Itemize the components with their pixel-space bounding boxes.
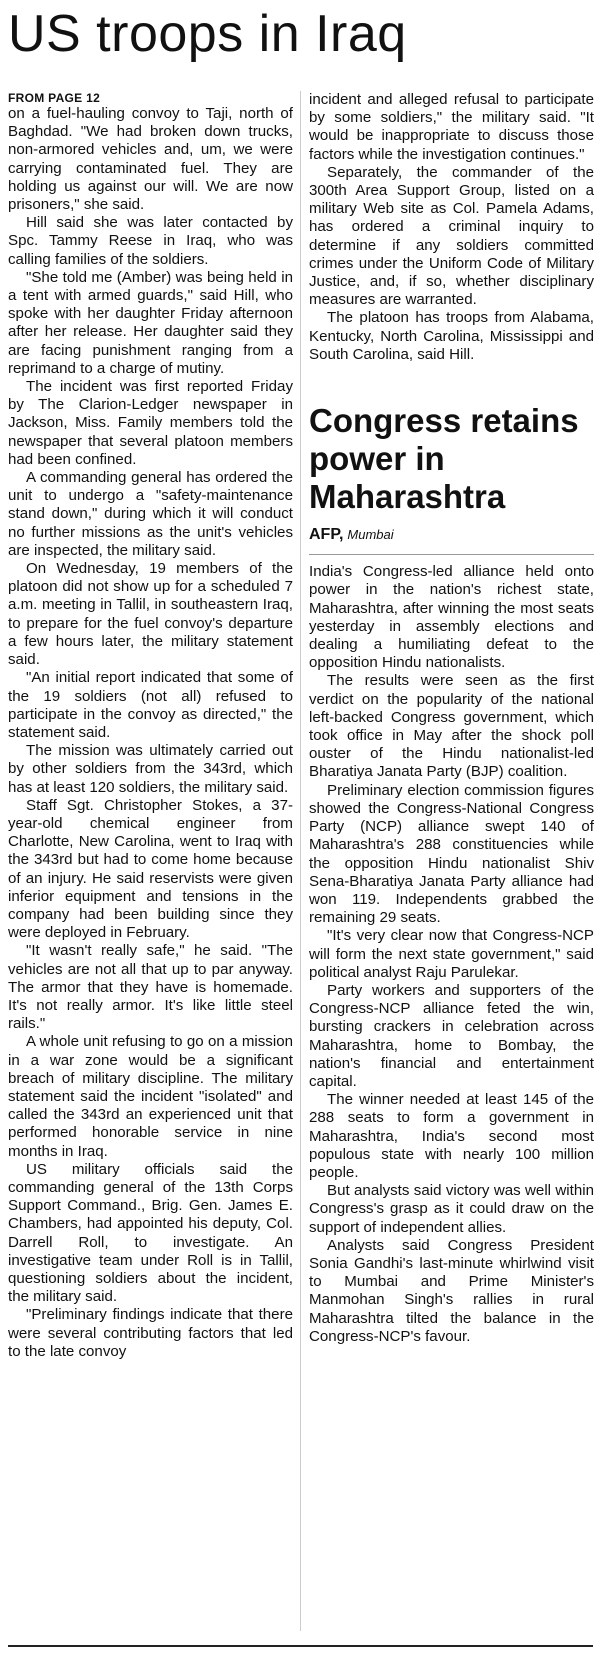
article-paragraph: The mission was ultimately carried out by other soldiers from the 343rd, which has at least 120 soldiers, the military said. [8,742,293,796]
column-divider [300,91,301,1631]
second-story-headline: Congress retains power in Maharashtra [309,402,579,516]
article-paragraph: Analysts said Congress President Sonia Gandhi's last-minute whirlwind visit to Mumbai and Prime Minister's Manmohan Singh's rallies in rural Maharashtra tilted the balance in the Congress-NCP's favour. [309,1236,594,1345]
article-paragraph: On Wednesday, 19 members of the platoon did not show up for a scheduled 7 a.m. meeting in Tallil, in southeastern Iraq, to prepare for the fuel convoy's departure a few hours later, the military statement said. [8,560,293,669]
byline [309,526,594,555]
article-paragraph: Separately, the commander of the 300th Area Support Group, listed on a military Web site as Col. Pamela Adams, has ordered a criminal inquiry to determine if any soldiers committed crimes under the Uniform Code of Military Justice, and, if so, whether disciplinary measures are warranted. [309,163,594,309]
article-paragraph: Party workers and supporters of the Congress-NCP alliance feted the win, bursting crackers in celebration across Maharashtra, home to Bombay, the nation's financial and entertainment capital. [309,981,594,1090]
article-paragraph: A whole unit refusing to go on a mission in a war zone would be a significant breach of military discipline. The military statement said the incident "isolated" and called the 343rd an experienced unit that performed honorable service in nine months in Iraq. [8,1033,293,1160]
article-paragraph: "It's very clear now that Congress-NCP will form the next state government," said political analyst Raju Parulekar. [309,927,594,981]
article-paragraph: Hill said she was later contacted by Spc. Tammy Reese in Iraq, who was calling families of the soldiers. [8,214,293,268]
article-paragraph: "Preliminary findings indicate that there were several contributing factors that led to the late convoy [8,1306,293,1360]
byline-place: Mumbai [347,527,394,543]
article-paragraph: "It wasn't really safe," he said. "The vehicles are not all that up to par anyway. The armor that they have is homemade. It's not really armor. It's like little steel rails." [8,942,293,1033]
article-paragraph: The incident was first reported Friday by The Clarion-Ledger newspaper in Jackson, Miss. Family members told the newspaper that several platoon members had been confined. [8,378,293,468]
article-paragraph: But analysts said victory was well within Congress's grasp as it could draw on the support of independent allies. [309,1182,594,1236]
article-paragraph: The results were seen as the first verdict on the popularity of the national left-backed Congress government, which took office in May after the shock poll ouster of the Hindu nationalist-led Bharatiya Janata Party (BJP) coalition. [309,672,594,781]
from-page-label: FROM PAGE 12 [8,91,101,105]
article-paragraph: "She told me (Amber) was being held in a tent with armed guards," said Hill, who spoke with her daughter Friday afternoon after her release. Her daughter said they are facing punishment ranging from a reprimand to a charge of mutiny. [8,268,293,377]
article-paragraph: The winner needed at least 145 of the 288 seats to form a government in Maharashtra, India's second most populous state with nearly 100 million people. [309,1091,594,1181]
article-paragraph: "An initial report indicated that some of the 19 soldiers (not all) refused to participate in the convoy as directed," the statement said. [8,669,293,741]
article-paragraph: Staff Sgt. Christopher Stokes, a 37-year-old chemical engineer from Charlotte, New Carolina, went to Iraq with the 343rd but had to come home because of an injury. He said reservists were given inferior equipment and tensions in the company had been building since they were deployed in February. [8,796,293,942]
article-paragraph: on a fuel-hauling convoy to Taji, north of Baghdad. "We had broken down trucks, non-armored vehicles and, um, we were carrying contaminated fuel. They are holding us against our will. We are now prisoners," she said. [8,105,293,214]
article-paragraph: The platoon has troops from Alabama, Kentucky, North Carolina, Mississippi and South Carolina, said Hill. [309,309,594,363]
headline: US troops in Iraq [8,5,407,63]
article-paragraph: A commanding general has ordered the unit to undergo a "safety-maintenance stand down," during which it will conduct no further missions as the unit's vehicles are inspected, the military said. [8,469,293,559]
right-column [309,91,594,1346]
article-paragraph: India's Congress-led alliance held onto power in the nation's richest state, Maharashtra, after winning the most seats yesterday in assembly elections and dealing a humiliating defeat to the opposition Hindu nationalists. [309,563,594,672]
article-paragraph: Preliminary election commission figures showed the Congress-National Congress Party (NCP) alliance swept 140 of Maharashtra's 288 constituencies while the opposition Hindu nationalist Shiv Sena-Bharatiya Janata Party alliance had won 119. Independents grabbed the remaining 29 seats. [309,781,594,927]
bottom-rule [8,1645,593,1647]
byline-agency: AFP, [309,526,344,544]
article-paragraph: incident and alleged refusal to participate by some soldiers," the military said. "It would be inappropriate to discuss those factors while the investigation continues." [309,91,594,163]
left-column [8,91,293,1361]
article-paragraph: US military officials said the commanding general of the 13th Corps Support Command., Brig. Gen. James E. Chambers, had appointed his deputy, Col. Darrell Roll, to investigate. An investigative team under Roll is in Tallil, questioning soldiers about the incident, the military said. [8,1160,293,1306]
